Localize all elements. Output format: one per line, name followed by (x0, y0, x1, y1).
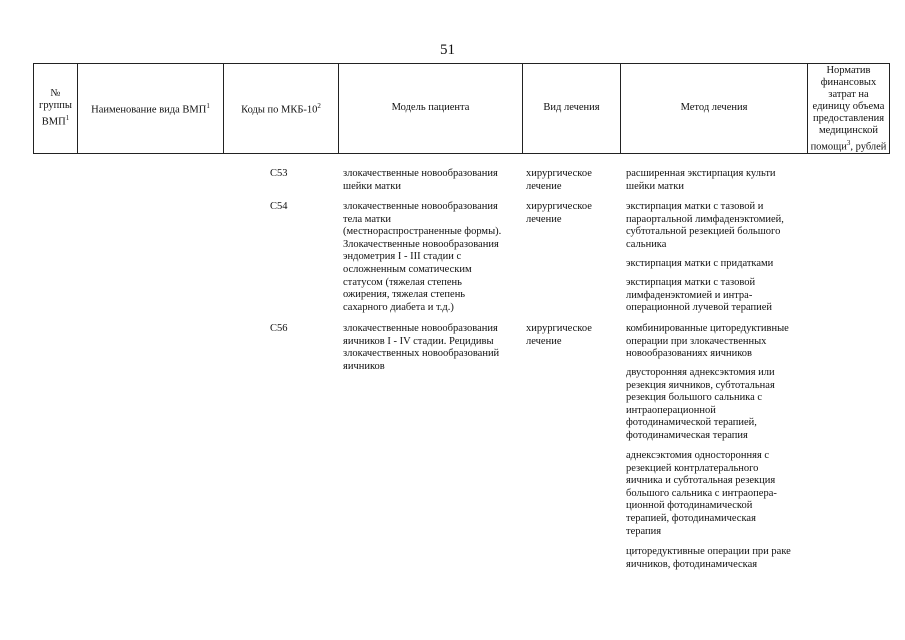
row-c56-model: злокачественные новообразования яичников I - IV стадии. Рецидивы злокачественных новообразований яичников (343, 323, 500, 372)
row-c53-treatment: хирургическое лечение (526, 168, 592, 192)
row-c53-method: расширенная экстирпация культи шейки матки (626, 168, 776, 192)
row-c54-method-3: экстирпация матки с тазовой лимфаденэктомией и интра- операционной лучевой терапией (626, 277, 773, 314)
row-c56-treatment: хирургическое лечение (526, 323, 592, 347)
row-c54-treatment: хирургическое лечение (526, 201, 592, 225)
page-number: 51 (440, 42, 455, 58)
row-c53-model: злокачественные новообразования шейки матки (343, 168, 498, 192)
row-c54-code: C54 (270, 201, 288, 212)
header-patient-model: Модель пациента (391, 102, 470, 113)
row-c54-model: злокачественные новообразования тела матки (местнораспространенные формы). Злокачественные новообразования эндометрия I - III стадии с осложненным соматическим статусом (тяжелая степень ожирения, тяжелая степень сахарного диабета и т.д.) (343, 201, 502, 313)
row-c56-method-3: аднексэктомия односторонняя с резекцией контрлатерального яичника и субтотальная резекция большого сальника с интраопера- ционной фотодинамической терапией, фотодинамическая терапия (626, 450, 777, 537)
col-divider (889, 63, 890, 154)
row-c54-method-1: экстирпация матки с тазовой и параортальной лимфаденэктомией, субтотальной резекцией большого сальника (626, 201, 784, 250)
header-method: Метод лечения (680, 102, 748, 113)
row-c56-code: C56 (270, 323, 288, 334)
header-group-no: № группы ВМП$^1$ (39, 87, 72, 128)
header-norm: Норматив финансовых затрат на единицу объема предоставления медицинской помощи$^3$, рублей (810, 65, 887, 153)
header-treatment-type: Вид лечения (543, 102, 600, 113)
header-icd-codes: Коды по МКБ-$10^2$ (241, 101, 321, 116)
row-c54-method-2: экстирпация матки с придатками (626, 258, 774, 269)
row-c56-method-2: двусторонняя аднексэктомия или резекция яичников, субтотальная резекция большого сальника с интраоперационной фотодинамической терапией, фотодинамическая терапия (626, 367, 775, 441)
row-c53-code: C53 (270, 168, 288, 179)
row-c56-method-1: комбинированные циторедуктивные операции при злокачественных новообразованиях яичников (626, 323, 789, 360)
table-header-bottom-border (33, 153, 889, 154)
header-vmp-name: Наименование вида ВМП$^1$ (91, 101, 210, 116)
row-c56-method-4: циторедуктивные операции при раке яичников, фотодинамическая (626, 546, 791, 570)
